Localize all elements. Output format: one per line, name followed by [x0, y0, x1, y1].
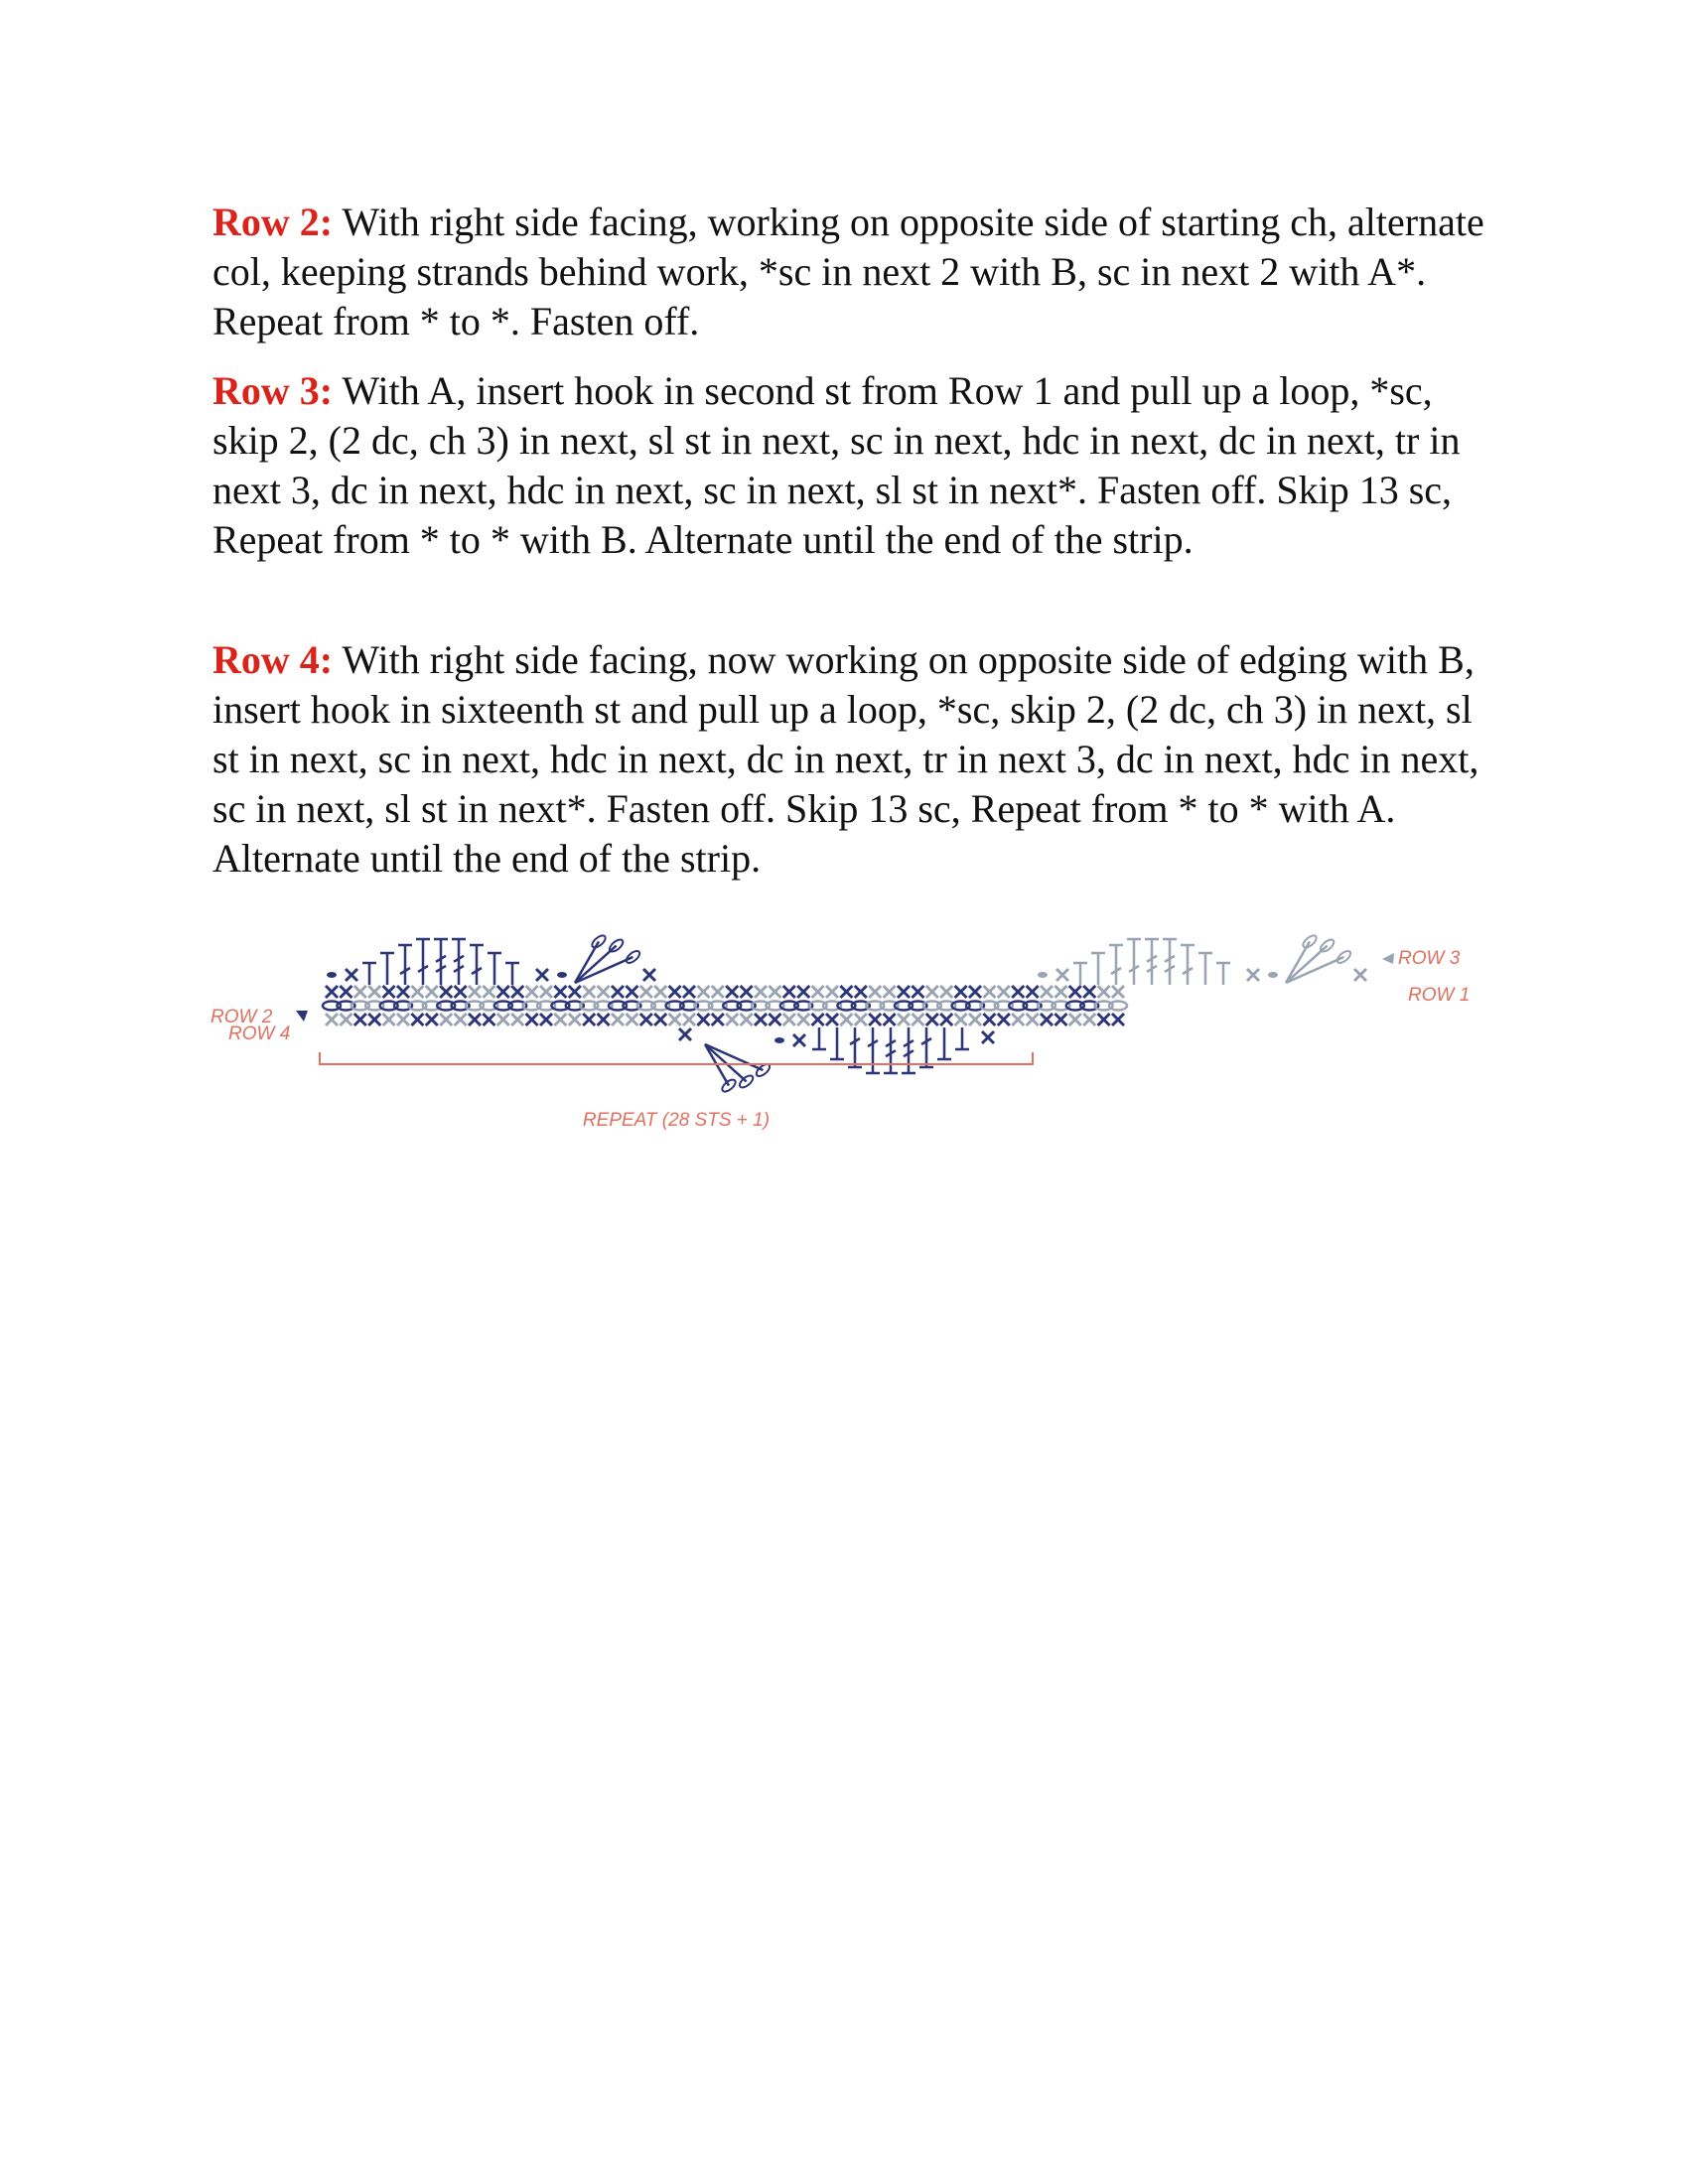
single-crochet-symbol [368, 1014, 380, 1025]
row-4-label: Row 4: [212, 637, 334, 682]
single-crochet-symbol [884, 1014, 896, 1025]
tall-stitch-symbol [866, 1027, 880, 1073]
single-crochet-symbol [483, 986, 494, 998]
single-crochet-symbol [926, 1014, 938, 1025]
tall-stitch-symbol [1127, 939, 1141, 985]
tall-stitch-symbol [884, 1027, 898, 1073]
tall-stitch-symbol [1091, 953, 1105, 985]
slip-stitch-symbol [327, 972, 337, 978]
single-crochet-symbol [1055, 1014, 1066, 1025]
single-crochet-symbol [1354, 969, 1366, 981]
single-crochet-symbol [612, 986, 624, 998]
single-crochet-symbol [383, 1014, 395, 1025]
single-crochet-symbol [368, 986, 380, 998]
single-crochet-symbol [483, 1014, 494, 1025]
single-crochet-symbol [440, 986, 452, 998]
single-crochet-symbol [998, 1014, 1010, 1025]
tall-stitch-symbol [1109, 945, 1123, 985]
tall-stitch-symbol [1163, 939, 1177, 985]
tall-stitch-symbol [362, 963, 376, 985]
single-crochet-symbol [812, 1014, 824, 1025]
single-crochet-symbol [712, 1014, 724, 1025]
single-crochet-symbol [912, 1014, 923, 1025]
single-crochet-symbol [397, 986, 409, 998]
single-crochet-symbol [455, 986, 467, 998]
single-crochet-symbol [769, 1014, 780, 1025]
single-crochet-symbol [926, 986, 938, 998]
single-crochet-symbol [469, 986, 481, 998]
single-crochet-symbol [643, 969, 655, 981]
single-crochet-symbol [540, 1014, 552, 1025]
single-crochet-symbol [654, 986, 666, 998]
tall-stitch-symbol [1145, 939, 1159, 985]
single-crochet-symbol [683, 986, 695, 998]
single-crochet-symbol [969, 986, 981, 998]
single-crochet-symbol [940, 1014, 952, 1025]
tall-stitch-symbol [937, 1027, 951, 1059]
single-crochet-symbol [626, 986, 637, 998]
single-crochet-symbol [679, 1028, 691, 1040]
single-crochet-symbol [383, 986, 395, 998]
row-3-text: With A, insert hook in second st from Row 1 and pull up a loop, *sc, skip 2, (2 dc, ch 3) in next, sl st in next, sc in next, hdc in next, dc in next, tr in next 3, dc in next, hdc in next, sc in next, sl st in next*. Fasten off. Skip 13 sc, Repeat from * to * with B. Alternate until the end of the strip. [212, 368, 1461, 562]
tall-stitch-symbol [919, 1027, 933, 1067]
single-crochet-symbol [511, 986, 523, 998]
single-crochet-symbol [912, 986, 923, 998]
single-crochet-symbol [536, 969, 548, 981]
single-crochet-symbol [669, 1014, 681, 1025]
single-crochet-symbol [598, 1014, 610, 1025]
single-crochet-symbol [1083, 986, 1095, 998]
stitch-symbols [323, 933, 1366, 1094]
single-crochet-symbol [726, 1014, 738, 1025]
single-crochet-symbol [1083, 1014, 1095, 1025]
single-crochet-symbol [1012, 1014, 1024, 1025]
slip-stitch-symbol [1268, 972, 1278, 978]
single-crochet-symbol [640, 1014, 652, 1025]
single-crochet-symbol [955, 1014, 967, 1025]
row-3-start-arrow-icon [1382, 953, 1394, 964]
single-crochet-symbol [1247, 969, 1259, 981]
single-crochet-symbol [1069, 986, 1081, 998]
single-crochet-symbol [1041, 986, 1053, 998]
single-crochet-symbol [1098, 1014, 1110, 1025]
single-crochet-symbol [397, 1014, 409, 1025]
single-crochet-symbol [455, 1014, 467, 1025]
tall-stitch-symbol [1216, 963, 1230, 985]
row-3-label: Row 3: [212, 368, 334, 413]
single-crochet-symbol [511, 1014, 523, 1025]
single-crochet-symbol [793, 1034, 805, 1046]
single-crochet-symbol [741, 1014, 753, 1025]
tall-stitch-symbol [398, 945, 412, 985]
single-crochet-symbol [497, 986, 509, 998]
row-4-diagram-label: ROW 4 [228, 1024, 291, 1044]
single-crochet-symbol [855, 986, 867, 998]
single-crochet-symbol [554, 986, 566, 998]
single-crochet-symbol [1041, 1014, 1053, 1025]
single-crochet-symbol [726, 986, 738, 998]
single-crochet-symbol [640, 986, 652, 998]
tall-stitch-symbol [452, 939, 466, 985]
single-crochet-symbol [1112, 986, 1124, 998]
single-crochet-symbol [697, 1014, 709, 1025]
slip-stitch-symbol [557, 972, 567, 978]
single-crochet-symbol [783, 1014, 795, 1025]
single-crochet-symbol [683, 1014, 695, 1025]
single-crochet-symbol [354, 1014, 366, 1025]
single-crochet-symbol [983, 986, 995, 998]
single-crochet-symbol [426, 1014, 438, 1025]
single-crochet-symbol [840, 1014, 852, 1025]
row-2-text: With right side facing, working on opposite side of starting ch, alternate col, keeping strands behind work, *sc in next 2 with B, sc in next 2 with A*. Repeat from * to *. Fasten off. [212, 200, 1484, 343]
tall-stitch-symbol [812, 1027, 826, 1049]
tall-stitch-symbol [1198, 953, 1212, 985]
single-crochet-symbol [955, 986, 967, 998]
single-crochet-symbol [497, 1014, 509, 1025]
single-crochet-symbol [440, 1014, 452, 1025]
single-crochet-symbol [755, 1014, 767, 1025]
single-crochet-symbol [598, 986, 610, 998]
row-1-diagram-label: ROW 1 [1408, 985, 1471, 1006]
single-crochet-symbol [797, 986, 809, 998]
single-crochet-symbol [940, 986, 952, 998]
single-crochet-symbol [869, 1014, 881, 1025]
single-crochet-symbol [540, 986, 552, 998]
slip-stitch-symbol [1038, 972, 1048, 978]
single-crochet-symbol [326, 986, 338, 998]
single-crochet-symbol [826, 986, 838, 998]
single-crochet-symbol [426, 986, 438, 998]
tall-stitch-symbol [848, 1027, 862, 1067]
tall-stitch-symbol [830, 1027, 844, 1059]
tall-stitch-symbol [488, 953, 501, 985]
single-crochet-symbol [797, 1014, 809, 1025]
single-crochet-symbol [769, 986, 780, 998]
single-crochet-symbol [869, 986, 881, 998]
single-crochet-symbol [569, 1014, 581, 1025]
single-crochet-symbol [340, 1014, 352, 1025]
single-crochet-symbol [840, 986, 852, 998]
single-crochet-symbol [1056, 969, 1068, 981]
single-crochet-symbol [783, 986, 795, 998]
single-crochet-symbol [583, 986, 595, 998]
single-crochet-symbol [755, 986, 767, 998]
single-crochet-symbol [982, 1031, 994, 1043]
single-crochet-symbol [741, 986, 753, 998]
single-crochet-symbol [855, 1014, 867, 1025]
row-4-instruction [212, 635, 1493, 884]
single-crochet-symbol [583, 1014, 595, 1025]
single-crochet-symbol [898, 986, 910, 998]
row-2-instruction [212, 198, 1493, 346]
single-crochet-symbol [898, 1014, 910, 1025]
tall-stitch-symbol [1181, 945, 1195, 985]
single-crochet-symbol [697, 986, 709, 998]
slip-stitch-symbol [774, 1037, 784, 1043]
single-crochet-symbol [626, 1014, 637, 1025]
row-4-text: With right side facing, now working on opposite side of edging with B, insert hook in sixteenth st and pull up a loop, *sc, skip 2, (2 dc, ch 3) in next, sl st in next, sc in next, hdc in next, dc in next, tr in next 3, dc in next, hdc in next, sc in next, sl st in next*. Fasten off. Skip 13 sc, Repeat from * to * with A. Alternate until the end of the strip. [212, 637, 1479, 881]
single-crochet-symbol [1012, 986, 1024, 998]
single-crochet-symbol [326, 1014, 338, 1025]
row-2-label: Row 2: [212, 200, 334, 244]
tall-stitch-symbol [1073, 963, 1087, 985]
single-crochet-symbol [969, 1014, 981, 1025]
tall-stitch-symbol [902, 1027, 915, 1073]
single-crochet-symbol [812, 986, 824, 998]
single-crochet-symbol [346, 969, 357, 981]
single-crochet-symbol [554, 1014, 566, 1025]
dc-fan-post-symbol [705, 1044, 747, 1081]
single-crochet-symbol [654, 1014, 666, 1025]
single-crochet-symbol [469, 1014, 481, 1025]
single-crochet-symbol [411, 986, 423, 998]
row-3-diagram-label: ROW 3 [1398, 948, 1461, 969]
row-3-instruction [212, 366, 1493, 565]
single-crochet-symbol [411, 1014, 423, 1025]
single-crochet-symbol [1112, 1014, 1124, 1025]
single-crochet-symbol [1069, 1014, 1081, 1025]
single-crochet-symbol [1027, 1014, 1039, 1025]
single-crochet-symbol [826, 1014, 838, 1025]
row-2-start-arrow-icon [296, 1011, 308, 1022]
tall-stitch-symbol [505, 963, 519, 985]
single-crochet-symbol [983, 1014, 995, 1025]
single-crochet-symbol [1055, 986, 1066, 998]
repeat-label: REPEAT (28 STS + 1) [582, 1110, 771, 1131]
single-crochet-symbol [712, 986, 724, 998]
tall-stitch-symbol [416, 939, 430, 985]
tall-stitch-symbol [434, 939, 448, 985]
single-crochet-symbol [1027, 986, 1039, 998]
single-crochet-symbol [340, 986, 352, 998]
single-crochet-symbol [1098, 986, 1110, 998]
row-2-diagram-label: ROW 2 [211, 1007, 273, 1027]
tall-stitch-symbol [470, 945, 484, 985]
single-crochet-symbol [526, 986, 538, 998]
crochet-stitch-diagram [199, 913, 1489, 1152]
single-crochet-symbol [669, 986, 681, 998]
single-crochet-symbol [884, 986, 896, 998]
single-crochet-symbol [354, 986, 366, 998]
single-crochet-symbol [526, 1014, 538, 1025]
single-crochet-symbol [998, 986, 1010, 998]
tall-stitch-symbol [955, 1027, 969, 1049]
single-crochet-symbol [569, 986, 581, 998]
single-crochet-symbol [612, 1014, 624, 1025]
tall-stitch-symbol [380, 953, 394, 985]
